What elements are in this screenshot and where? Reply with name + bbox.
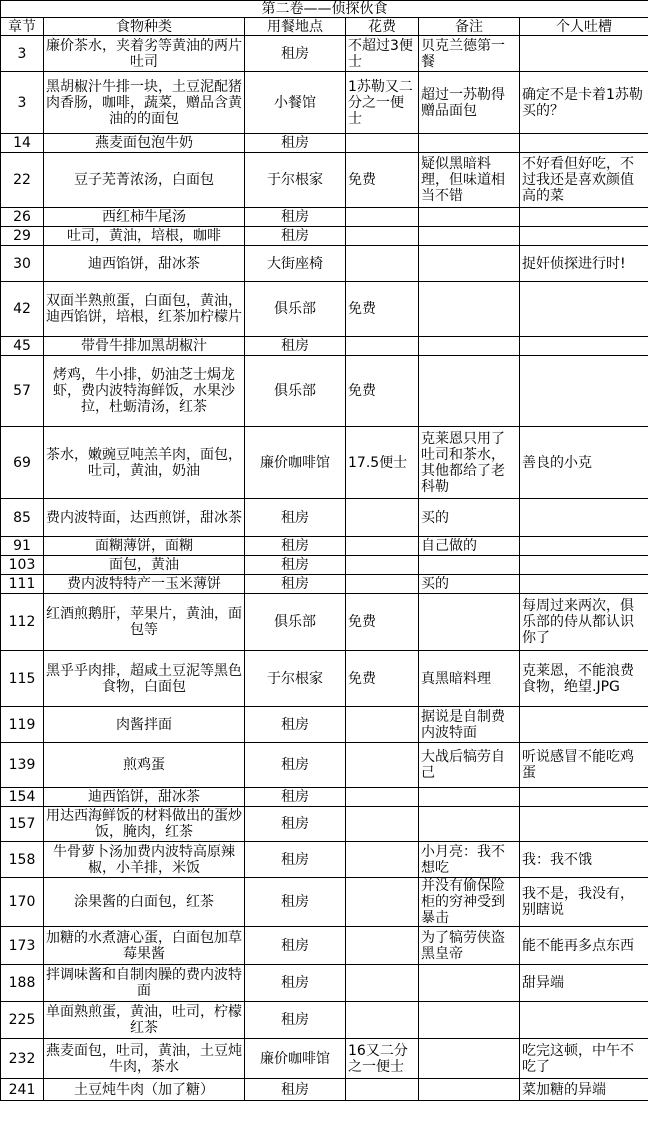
cell-cost[interactable]	[346, 1002, 419, 1039]
cell-food[interactable]: 加糖的水煮溏心蛋，白面包加草莓果酱	[44, 927, 245, 965]
cell-cost[interactable]	[346, 788, 419, 807]
cell-ch[interactable]: 85	[1, 499, 44, 537]
cell-food[interactable]: 单面熟煎蛋，黄油，吐司，柠檬红茶	[44, 1002, 245, 1039]
table-row	[1, 594, 648, 651]
cell-food[interactable]: 迪西馅饼，甜冰茶	[44, 246, 245, 282]
cell-note[interactable]	[419, 134, 520, 153]
cell-cost[interactable]	[346, 537, 419, 556]
cell-cost[interactable]	[346, 246, 419, 282]
cell-ch[interactable]: 29	[1, 227, 44, 246]
cell-ch[interactable]: 225	[1, 1002, 44, 1039]
table-row	[1, 788, 648, 807]
cell-rant[interactable]	[520, 282, 648, 337]
cell-food[interactable]: 西红柿牛尾汤	[44, 208, 245, 227]
cell-cost[interactable]	[346, 575, 419, 594]
cell-note[interactable]	[419, 208, 520, 227]
cell-rant[interactable]	[520, 556, 648, 575]
cell-ch[interactable]: 91	[1, 537, 44, 556]
table-row	[1, 743, 648, 788]
cell-rant[interactable]: 善良的小克	[520, 427, 648, 499]
cell-cost[interactable]	[346, 208, 419, 227]
table-row	[1, 575, 648, 594]
cell-ch[interactable]: 139	[1, 743, 44, 788]
cell-rant[interactable]: 菜加糖的异端	[520, 1079, 648, 1101]
table-row	[1, 537, 648, 556]
cell-food[interactable]: 黑乎乎肉排，超咸土豆泥等黑色食物，白面包	[44, 651, 245, 707]
cell-rant[interactable]	[520, 807, 648, 842]
cell-rant[interactable]: 克莱恩，不能浪费食物，绝望.JPG	[520, 651, 648, 707]
cell-place[interactable]: 小餐馆	[245, 72, 346, 134]
cell-place[interactable]: 廉价咖啡馆	[245, 427, 346, 499]
cell-rant[interactable]: 每周过来两次，俱乐部的侍从都认识你了	[520, 594, 648, 651]
cell-food[interactable]: 涂果酱的白面包，红茶	[44, 878, 245, 927]
cell-food[interactable]: 黑胡椒汁牛排一块，土豆泥配猪肉香肠，咖啡，蔬菜，赠品含黄油的的面包	[44, 72, 245, 134]
table-row	[1, 965, 648, 1002]
table-row	[1, 134, 648, 153]
cell-place[interactable]: 租房	[245, 208, 346, 227]
cell-food[interactable]: 费内波特特产一玉米薄饼	[44, 575, 245, 594]
cell-ch[interactable]: 30	[1, 246, 44, 282]
cell-cost[interactable]	[346, 499, 419, 537]
cell-cost[interactable]	[346, 878, 419, 927]
cell-rant[interactable]: 能不能再多点东西	[520, 927, 648, 965]
cell-cost[interactable]	[346, 556, 419, 575]
cell-note[interactable]: 真黑暗料理	[419, 651, 520, 707]
cell-cost[interactable]	[346, 337, 419, 356]
table-row	[1, 1039, 648, 1079]
table-row	[1, 842, 648, 878]
cell-food[interactable]: 肉酱拌面	[44, 707, 245, 743]
table-row	[1, 153, 648, 208]
cell-ch[interactable]: 111	[1, 575, 44, 594]
cell-ch[interactable]: 188	[1, 965, 44, 1002]
table-row	[1, 246, 648, 282]
cell-place[interactable]: 租房	[245, 807, 346, 842]
table-row	[1, 556, 648, 575]
cell-place[interactable]: 俱乐部	[245, 282, 346, 337]
cell-note[interactable]	[419, 246, 520, 282]
cell-food[interactable]: 茶水，嫩豌豆吨羔羊肉，面包，吐司，黄油，奶油	[44, 427, 245, 499]
table-row	[1, 1002, 648, 1039]
cell-place[interactable]: 租房	[245, 707, 346, 743]
cell-note[interactable]	[419, 1002, 520, 1039]
cell-note[interactable]: 买的	[419, 499, 520, 537]
cell-note[interactable]	[419, 337, 520, 356]
cell-cost[interactable]	[346, 842, 419, 878]
cell-ch[interactable]: 22	[1, 153, 44, 208]
cell-ch[interactable]: 112	[1, 594, 44, 651]
cell-food[interactable]: 红酒煎鹅肝，苹果片，黄油，面包等	[44, 594, 245, 651]
table-title[interactable]: 第二卷——侦探伙食	[1, 1, 648, 18]
cell-rant[interactable]: 确定不是卡着1苏勒买的？	[520, 72, 648, 134]
cell-place[interactable]: 租房	[245, 337, 346, 356]
cell-cost[interactable]: 1苏勒又二分之一便士	[346, 72, 419, 134]
cell-food[interactable]: 燕麦面包泡牛奶	[44, 134, 245, 153]
table-row	[1, 878, 648, 927]
header-rant[interactable]: 个人吐槽	[520, 18, 648, 36]
cell-note[interactable]	[419, 356, 520, 427]
header-note[interactable]: 备注	[419, 18, 520, 36]
cell-ch[interactable]: 154	[1, 788, 44, 807]
table-row	[1, 208, 648, 227]
cell-ch[interactable]: 14	[1, 134, 44, 153]
cell-place[interactable]: 租房	[245, 965, 346, 1002]
cell-rant[interactable]	[520, 227, 648, 246]
cell-rant[interactable]	[520, 1002, 648, 1039]
cell-place[interactable]: 租房	[245, 788, 346, 807]
cell-rant[interactable]	[520, 356, 648, 427]
cell-rant[interactable]: 捉奸侦探进行时!	[520, 246, 648, 282]
cell-rant[interactable]	[520, 134, 648, 153]
cell-food[interactable]: 双面半熟煎蛋，白面包，黄油，迪西馅饼，培根，红茶加柠檬片	[44, 282, 245, 337]
cell-note[interactable]	[419, 594, 520, 651]
cell-food[interactable]: 费内波特面，达西煎饼，甜冰茶	[44, 499, 245, 537]
cell-ch[interactable]: 26	[1, 208, 44, 227]
cell-ch[interactable]: 170	[1, 878, 44, 927]
cell-ch[interactable]: 103	[1, 556, 44, 575]
cell-place[interactable]: 于尔根家	[245, 153, 346, 208]
cell-note[interactable]	[419, 227, 520, 246]
table-body	[1, 36, 648, 1101]
cell-place[interactable]: 租房	[245, 575, 346, 594]
cell-rant[interactable]	[520, 788, 648, 807]
cell-place[interactable]: 租房	[245, 36, 346, 72]
cell-rant[interactable]	[520, 208, 648, 227]
cell-place[interactable]: 俱乐部	[245, 594, 346, 651]
cell-ch[interactable]: 173	[1, 927, 44, 965]
cell-ch[interactable]: 69	[1, 427, 44, 499]
table-row	[1, 499, 648, 537]
table-row	[1, 72, 648, 134]
cell-note[interactable]: 为了犒劳侠盗黑皇帝	[419, 927, 520, 965]
cell-rant[interactable]: 我：我不饿	[520, 842, 648, 878]
table-row	[1, 927, 648, 965]
table-row	[1, 707, 648, 743]
cell-place[interactable]: 租房	[245, 499, 346, 537]
cell-food[interactable]: 燕麦面包，吐司，黄油，土豆炖牛肉，茶水	[44, 1039, 245, 1079]
cell-place[interactable]: 租房	[245, 537, 346, 556]
cell-note[interactable]	[419, 282, 520, 337]
table-row	[1, 282, 648, 337]
cell-cost[interactable]: 不超过3便士	[346, 36, 419, 72]
header-food[interactable]: 食物种类	[44, 18, 245, 36]
cell-note[interactable]	[419, 965, 520, 1002]
cell-rant[interactable]: 我不是，我没有，别瞎说	[520, 878, 648, 927]
cell-ch[interactable]: 57	[1, 356, 44, 427]
cell-note[interactable]: 自己做的	[419, 537, 520, 556]
cell-food[interactable]: 面包，黄油	[44, 556, 245, 575]
cell-rant[interactable]: 吃完这顿，中午不吃了	[520, 1039, 648, 1079]
cell-ch[interactable]: 115	[1, 651, 44, 707]
cell-food[interactable]: 土豆炖牛肉（加了糖）	[44, 1079, 245, 1101]
header-row	[1, 18, 648, 36]
cell-place[interactable]: 租房	[245, 842, 346, 878]
cell-place[interactable]: 大街座椅	[245, 246, 346, 282]
cell-food[interactable]: 煎鸡蛋	[44, 743, 245, 788]
cell-ch[interactable]: 42	[1, 282, 44, 337]
cell-food[interactable]: 面糊薄饼，面糊	[44, 537, 245, 556]
cell-place[interactable]: 廉价咖啡馆	[245, 1039, 346, 1079]
cell-cost[interactable]	[346, 743, 419, 788]
cell-cost[interactable]	[346, 707, 419, 743]
cell-food[interactable]: 拌调味酱和自制肉臊的费内波特面	[44, 965, 245, 1002]
cell-cost[interactable]: 免费	[346, 594, 419, 651]
cell-rant[interactable]	[520, 707, 648, 743]
cell-cost[interactable]	[346, 227, 419, 246]
cell-place[interactable]: 租房	[245, 743, 346, 788]
cell-rant[interactable]	[520, 537, 648, 556]
cell-ch[interactable]: 3	[1, 36, 44, 72]
table-row	[1, 807, 648, 842]
cell-place[interactable]: 租房	[245, 927, 346, 965]
cell-place[interactable]: 租房	[245, 878, 346, 927]
cell-ch[interactable]: 158	[1, 842, 44, 878]
cell-note[interactable]	[419, 1039, 520, 1079]
cell-ch[interactable]: 232	[1, 1039, 44, 1079]
cell-rant[interactable]	[520, 575, 648, 594]
table-row	[1, 427, 648, 499]
cell-cost[interactable]	[346, 965, 419, 1002]
cell-note[interactable]: 大战后犒劳自己	[419, 743, 520, 788]
cell-food[interactable]: 廉价茶水，夹着劣等黄油的两片吐司	[44, 36, 245, 72]
cell-note[interactable]: 买的	[419, 575, 520, 594]
cell-place[interactable]: 租房	[245, 556, 346, 575]
cell-food[interactable]: 迪西馅饼，甜冰茶	[44, 788, 245, 807]
cell-place[interactable]: 租房	[245, 134, 346, 153]
cell-place[interactable]: 租房	[245, 1079, 346, 1101]
table-row	[1, 227, 648, 246]
cell-cost[interactable]: 免费	[346, 356, 419, 427]
cell-cost[interactable]: 免费	[346, 282, 419, 337]
cell-note[interactable]: 疑似黑暗料理，但味道相当不错	[419, 153, 520, 208]
cell-place[interactable]: 俱乐部	[245, 356, 346, 427]
cell-ch[interactable]: 157	[1, 807, 44, 842]
cell-place[interactable]: 于尔根家	[245, 651, 346, 707]
table-row	[1, 337, 648, 356]
cell-note[interactable]: 贝克兰德第一餐	[419, 36, 520, 72]
cell-food[interactable]: 带骨牛排加黑胡椒汁	[44, 337, 245, 356]
header-place[interactable]: 用餐地点	[245, 18, 346, 36]
cell-cost[interactable]	[346, 134, 419, 153]
cell-food[interactable]: 烤鸡，牛小排，奶油芝士焗龙虾，费内波特海鲜饭，水果沙拉，杜蛎清汤，红茶	[44, 356, 245, 427]
cell-rant[interactable]: 甜异端	[520, 965, 648, 1002]
cell-note[interactable]: 并没有偷保险柜的穷神受到暴击	[419, 878, 520, 927]
cell-ch[interactable]: 119	[1, 707, 44, 743]
table-row	[1, 36, 648, 72]
table-row	[1, 356, 648, 427]
cell-ch[interactable]: 45	[1, 337, 44, 356]
cell-note[interactable]: 超过一苏勒得赠品面包	[419, 72, 520, 134]
cell-rant[interactable]	[520, 36, 648, 72]
cell-cost[interactable]: 16又二分之一便士	[346, 1039, 419, 1079]
cell-ch[interactable]: 241	[1, 1079, 44, 1101]
title-row	[1, 1, 648, 18]
cell-place[interactable]: 租房	[245, 227, 346, 246]
cell-note[interactable]	[419, 788, 520, 807]
cell-note[interactable]	[419, 556, 520, 575]
cell-cost[interactable]: 免费	[346, 153, 419, 208]
cell-cost[interactable]: 免费	[346, 651, 419, 707]
cell-rant[interactable]: 听说感冒不能吃鸡蛋	[520, 743, 648, 788]
cell-rant[interactable]	[520, 337, 648, 356]
cell-food[interactable]: 牛骨萝卜汤加费内波特高原辣椒，小羊排，米饭	[44, 842, 245, 878]
cell-note[interactable]	[419, 1079, 520, 1101]
cell-cost[interactable]	[346, 807, 419, 842]
cell-food[interactable]: 用达西海鲜饭的材料做出的蛋炒饭，腌肉，红茶	[44, 807, 245, 842]
cell-cost[interactable]	[346, 1079, 419, 1101]
cell-note[interactable]: 小月亮：我不想吃	[419, 842, 520, 878]
table-row	[1, 651, 648, 707]
cell-note[interactable]: 据说是自制费内波特面	[419, 707, 520, 743]
cell-rant[interactable]	[520, 499, 648, 537]
cell-note[interactable]: 克莱恩只用了吐司和茶水，其他都给了老科勒	[419, 427, 520, 499]
table-row	[1, 1079, 648, 1101]
cell-food[interactable]: 吐司，黄油，培根，咖啡	[44, 227, 245, 246]
header-chapter[interactable]: 章节	[1, 18, 44, 36]
cell-rant[interactable]: 不好看但好吃，不过我还是喜欢颜值高的菜	[520, 153, 648, 208]
cell-note[interactable]	[419, 807, 520, 842]
cell-cost[interactable]	[346, 927, 419, 965]
cell-ch[interactable]: 3	[1, 72, 44, 134]
cell-place[interactable]: 租房	[245, 1002, 346, 1039]
cell-food[interactable]: 豆子芜菁浓汤，白面包	[44, 153, 245, 208]
header-cost[interactable]: 花费	[346, 18, 419, 36]
cell-cost[interactable]: 17.5便士	[346, 427, 419, 499]
